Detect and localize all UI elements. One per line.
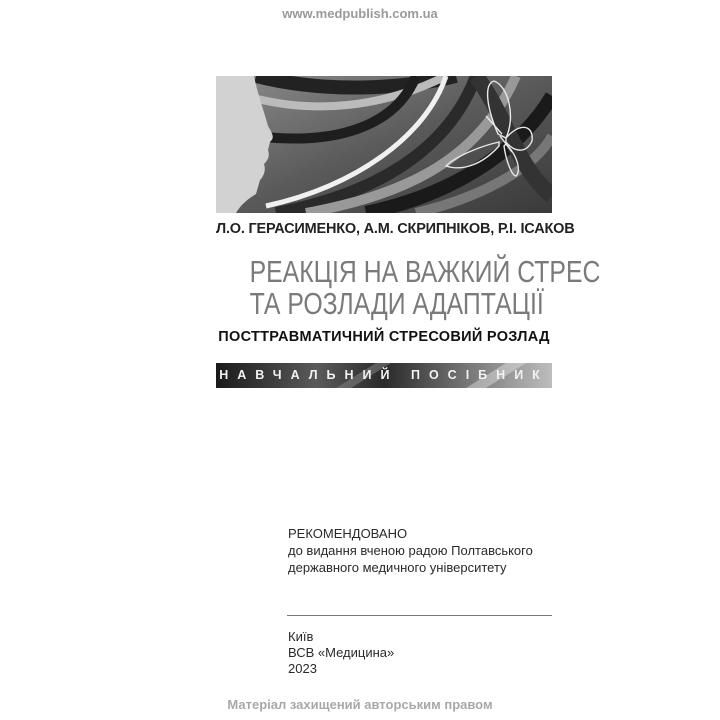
watermark-bottom: Матеріал захищений авторським правом [227, 697, 493, 712]
recommendation-line: державного медичного університету [288, 560, 507, 575]
book-title [249, 254, 601, 321]
recommendation-block [288, 525, 533, 576]
textbook-banner [216, 363, 552, 388]
recommendation-heading: РЕКОМЕНДОВАНО [288, 526, 408, 541]
book-title-line-1: РЕАКЦІЯ НА ВАЖКИЙ СТРЕС [249, 254, 601, 289]
book-title-line-2: ТА РОЗЛАДИ АДАПТАЦІЇ [249, 286, 544, 321]
cover-illustration [216, 76, 552, 213]
imprint-block [288, 629, 394, 677]
divider [287, 615, 552, 616]
imprint-year: 2023 [288, 661, 317, 676]
watermark-top: www.medpublish.com.ua [282, 6, 438, 21]
authors: Л.О. ГЕРАСИМЕНКО, А.М. СКРИПНІКОВ, Р.І. ІСАКОВ [216, 221, 575, 237]
marble-swirl-image [216, 76, 552, 213]
recommendation-line: до видання вченою радою Полтавського [288, 543, 533, 558]
imprint-city: Київ [288, 629, 314, 644]
banner-label: НАВЧАЛЬНИЙ ПОСІБНИК [219, 368, 549, 382]
imprint-publisher: ВСВ «Медицина» [288, 645, 395, 660]
book-subtitle: ПОСТТРАВМАТИЧНИЙ СТРЕСОВИЙ РОЗЛАД [218, 329, 550, 345]
